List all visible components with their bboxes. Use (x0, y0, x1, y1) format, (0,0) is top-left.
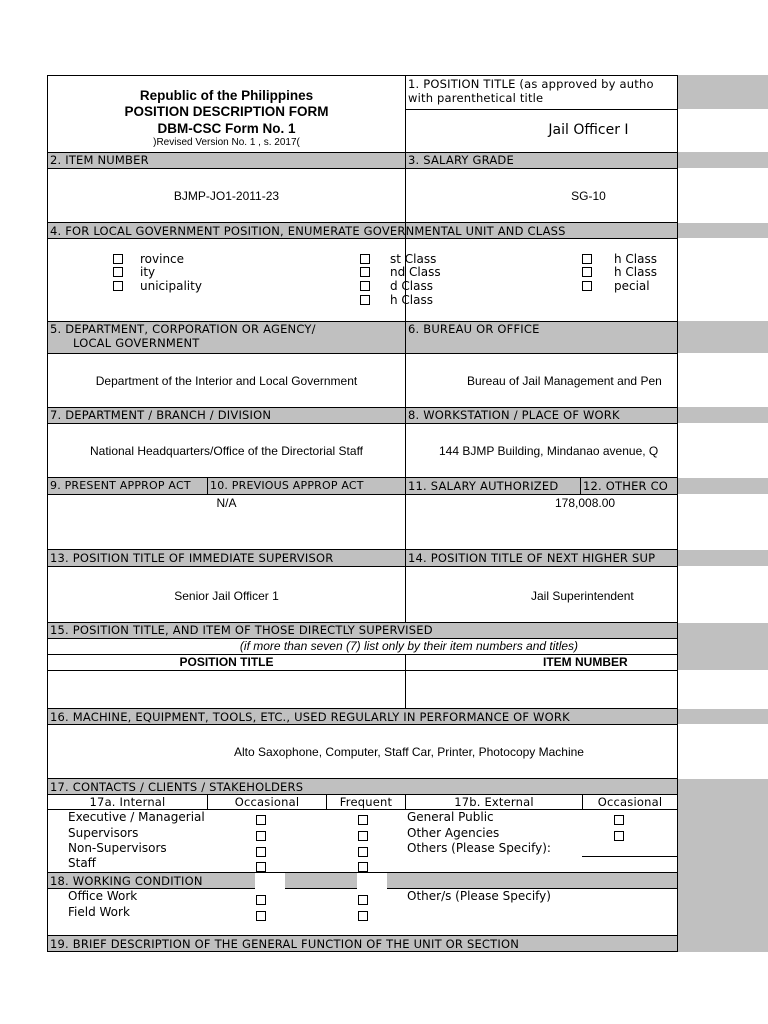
opt-municipality: unicipality (140, 279, 202, 293)
sec18-gap-white-2 (357, 873, 387, 888)
opt-province: rovince (140, 252, 185, 266)
checkbox-exec-occasional[interactable] (256, 815, 266, 825)
sec7-label: 7. DEPARTMENT / BRANCH / DIVISION (50, 408, 272, 422)
col-frequent: Frequent (339, 795, 393, 809)
col-internal: 17a. Internal (89, 795, 166, 809)
working-office: Office Work (68, 889, 138, 903)
checkbox-nonsup-frequent[interactable] (358, 847, 368, 857)
checkbox-4th-class[interactable] (360, 295, 370, 305)
col-external: 17b. External (454, 795, 534, 809)
checkbox-office-occasional[interactable] (256, 895, 266, 905)
department-value: Department of the Interior and Local Government (95, 374, 358, 388)
working-field: Field Work (68, 905, 130, 919)
sec17-label: 17. CONTACTS / CLIENTS / STAKEHOLDERS (50, 780, 304, 794)
external-others-specify: Others (Please Specify): (407, 841, 551, 855)
sec13-label: 13. POSITION TITLE OF IMMEDIATE SUPERVISOR (50, 551, 334, 565)
header-form-no: DBM-CSC Form No. 1 (157, 121, 296, 136)
checkbox-2nd-class[interactable] (360, 267, 370, 277)
workstation-value: 144 BJMP Building, Mindanao avenue, Q (439, 444, 659, 458)
sec19-label: 19. BRIEF DESCRIPTION OF THE GENERAL FUNCTION OF THE UNIT OR SECTION (50, 937, 520, 951)
sec17-right-bar (677, 809, 768, 873)
internal-executive: Executive / Managerial (68, 810, 205, 824)
equipment-value: Alto Saxophone, Computer, Staff Car, Printer, Photocopy Machine (234, 745, 584, 759)
external-other-agencies: Other Agencies (407, 826, 500, 840)
opt-4th-class: h Class (390, 293, 433, 307)
immediate-supervisor-value: Senior Jail Officer 1 (174, 589, 279, 603)
opt-3rd-class: d Class (390, 279, 434, 293)
sec4-label: 4. FOR LOCAL GOVERNMENT POSITION, ENUMERATE GOVERNMENTAL UNIT AND CLASS (50, 224, 566, 238)
checkbox-municipality[interactable] (113, 281, 123, 291)
opt-5th-class: h Class (614, 252, 657, 266)
checkbox-exec-frequent[interactable] (358, 815, 368, 825)
checkbox-staff-occasional[interactable] (256, 862, 266, 872)
opt-special: pecial (614, 279, 650, 293)
checkbox-sup-frequent[interactable] (358, 831, 368, 841)
sec15-label: 15. POSITION TITLE, AND ITEM OF THOSE DIRECTLY SUPERVISED (50, 623, 433, 637)
opt-1st-class: st Class (390, 252, 437, 266)
salary-grade-value: SG-10 (571, 189, 606, 203)
checkbox-agencies-occasional[interactable] (614, 831, 624, 841)
checkbox-office-frequent[interactable] (358, 895, 368, 905)
header-republic: Republic of the Philippines (139, 88, 314, 103)
sec15-note: (if more than seven (7) list only by their item numbers and titles) (239, 639, 579, 653)
checkbox-3rd-class[interactable] (360, 281, 370, 291)
sec1-bar-right (677, 75, 768, 109)
col-occasional: Occasional (234, 795, 300, 809)
col-position-title: POSITION TITLE (179, 655, 274, 669)
checkbox-5th-class[interactable] (582, 254, 592, 264)
sec3-label: 3. SALARY GRADE (408, 153, 514, 167)
checkbox-1st-class[interactable] (360, 254, 370, 264)
item-number-value: BJMP-JO1-2011-23 (173, 189, 280, 203)
checkbox-public-occasional[interactable] (614, 815, 624, 825)
external-general-public: General Public (407, 810, 494, 824)
internal-non-supervisors: Non-Supervisors (68, 841, 167, 855)
checkbox-city[interactable] (113, 267, 123, 277)
sec16-label: 16. MACHINE, EQUIPMENT, TOOLS, ETC., USED REGULARLY IN PERFORMANCE OF WORK (50, 710, 570, 724)
sec18-right-bar (677, 888, 768, 936)
sec6-label: 6. BUREAU OR OFFICE (408, 322, 540, 336)
salary-authorized-value: 178,008.00 (555, 496, 616, 510)
header-form-name: POSITION DESCRIPTION FORM (124, 104, 329, 119)
sec18-label: 18. WORKING CONDITION (50, 874, 203, 888)
opt-city: ity (140, 265, 156, 279)
checkbox-field-frequent[interactable] (358, 911, 368, 921)
checkbox-staff-frequent[interactable] (358, 862, 368, 872)
checkbox-field-occasional[interactable] (256, 911, 266, 921)
sec5-label-2: LOCAL GOVERNMENT (73, 336, 200, 350)
checkbox-6th-class[interactable] (582, 267, 592, 277)
bureau-value: Bureau of Jail Management and Pen (467, 374, 662, 388)
checkbox-nonsup-occasional[interactable] (256, 847, 266, 857)
sec10-label: 10. PREVIOUS APPROP ACT (210, 479, 364, 492)
col-item-number: ITEM NUMBER (543, 655, 628, 669)
internal-staff: Staff (68, 856, 96, 870)
sec2-label: 2. ITEM NUMBER (50, 153, 149, 167)
working-other: Other/s (Please Specify) (407, 889, 551, 903)
col-occasional-ext: Occasional (597, 795, 663, 809)
checkbox-sup-occasional[interactable] (256, 831, 266, 841)
checkbox-province[interactable] (113, 254, 123, 264)
sec9-label: 9. PRESENT APPROP ACT (50, 479, 191, 492)
next-higher-supervisor-value: Jail Superintendent (531, 589, 634, 603)
sec12-label: 12. OTHER CO (583, 479, 669, 493)
sec1-label-1: 1. POSITION TITLE (as approved by autho (408, 77, 654, 91)
sec14-label: 14. POSITION TITLE OF NEXT HIGHER SUP (408, 551, 656, 565)
opt-6th-class: h Class (614, 265, 657, 279)
header-revised: )Revised Version No. 1 , s. 2017( (153, 137, 300, 148)
present-approp-value: N/A (216, 496, 237, 510)
position-title-value: Jail Officer I (548, 122, 629, 138)
opt-2nd-class: nd Class (390, 265, 441, 279)
sec1-label-2: with parenthetical title (408, 91, 544, 105)
sec8-label: 8. WORKSTATION / PLACE OF WORK (408, 408, 620, 422)
internal-supervisors: Supervisors (68, 826, 139, 840)
sec18-gap-white-1 (255, 873, 285, 888)
division-value: National Headquarters/Office of the Directorial Staff (89, 444, 364, 458)
sec5-label-1: 5. DEPARTMENT, CORPORATION OR AGENCY/ (50, 322, 316, 336)
sec11-label: 11. SALARY AUTHORIZED (408, 479, 559, 493)
checkbox-special[interactable] (582, 281, 592, 291)
